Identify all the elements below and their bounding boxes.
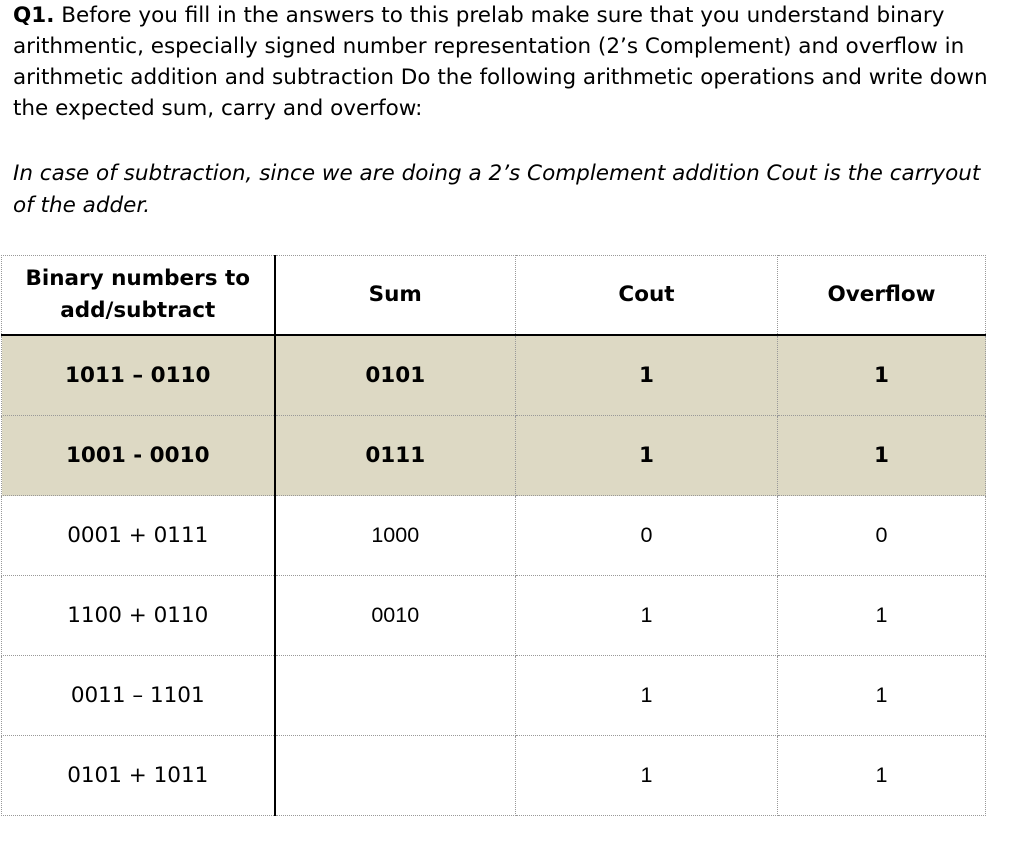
table-row: [2, 736, 986, 816]
cell-sum[interactable]: 0111: [275, 416, 516, 496]
cell-overflow[interactable]: 1: [778, 335, 986, 416]
cell-cout[interactable]: 1: [516, 736, 778, 816]
cell-operation: 0101 + 1011: [2, 736, 275, 816]
header-operation: Binary numbers to add/subtract: [2, 256, 275, 336]
header-overflow: Overflow: [778, 256, 986, 336]
table-row: [2, 576, 986, 656]
table-row: [2, 656, 986, 736]
subtraction-note: In case of subtraction, since we are doing a 2’s Complement addition Cout is the carryout of the adder.: [13, 161, 981, 218]
cell-overflow[interactable]: 0: [778, 496, 986, 576]
cell-operation: 1100 + 0110: [2, 576, 275, 656]
cell-cout[interactable]: 0: [516, 496, 778, 576]
table-header-row: [2, 256, 986, 336]
cell-sum[interactable]: 0010: [275, 576, 516, 656]
cell-cout[interactable]: 1: [516, 416, 778, 496]
answers-table: [1, 255, 986, 816]
cell-operation: 0001 + 0111: [2, 496, 275, 576]
cell-operation: 1001 - 0010: [2, 416, 275, 496]
question-text: [13, 0, 1003, 124]
cell-cout[interactable]: 1: [516, 656, 778, 736]
cell-sum[interactable]: 1000: [275, 496, 516, 576]
question-number: Q1.: [13, 3, 55, 28]
cell-operation: 1011 – 0110: [2, 335, 275, 416]
header-sum: Sum: [275, 256, 516, 336]
cell-cout[interactable]: 1: [516, 335, 778, 416]
cell-operation: 0011 – 1101: [2, 656, 275, 736]
cell-sum[interactable]: 0101: [275, 335, 516, 416]
cell-sum[interactable]: [275, 656, 516, 736]
cell-overflow[interactable]: 1: [778, 416, 986, 496]
cell-overflow[interactable]: 1: [778, 576, 986, 656]
table-row: [2, 496, 986, 576]
table-row: [2, 335, 986, 416]
header-cout: Cout: [516, 256, 778, 336]
cell-overflow[interactable]: 1: [778, 736, 986, 816]
cell-cout[interactable]: 1: [516, 576, 778, 656]
table-row: [2, 416, 986, 496]
cell-overflow[interactable]: 1: [778, 656, 986, 736]
question-body: Before you fill in the answers to this prelab make sure that you understand binary arithmentic, especially signed number representation (2’s Complement) and overflow in arithmetic addition and subtraction Do the following arithmetic operations and write down the expected sum, carry and overfow:: [13, 3, 988, 121]
cell-sum[interactable]: [275, 736, 516, 816]
